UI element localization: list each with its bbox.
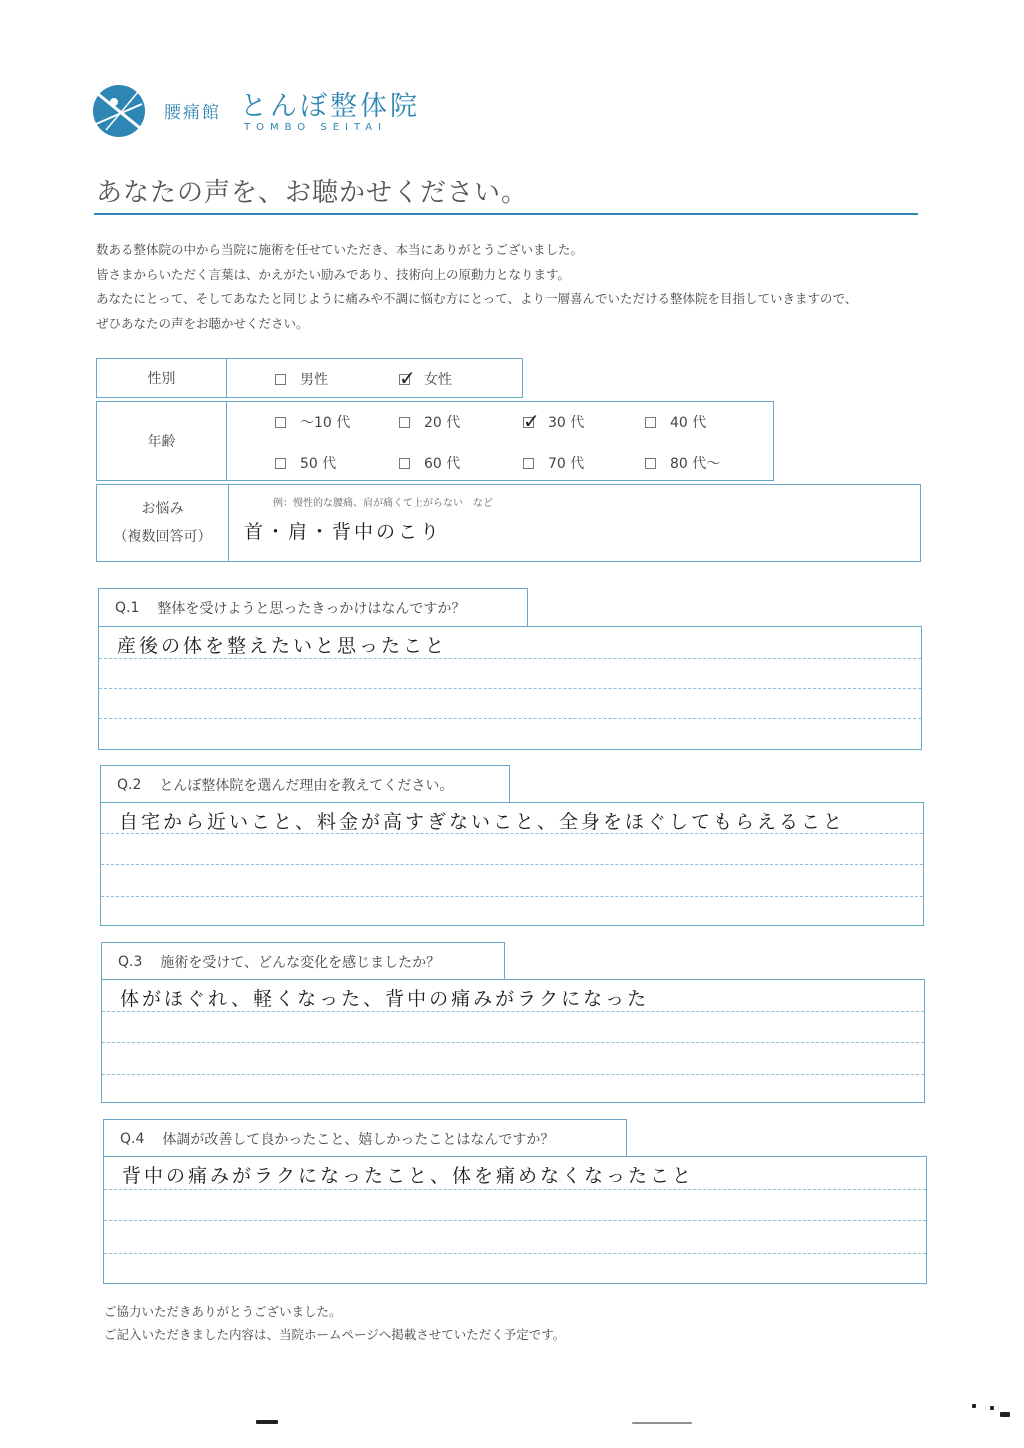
- question-2-answer: 自宅から近いこと、料金が高すぎないこと、全身をほぐしてもらえること: [119, 811, 846, 833]
- gender-option-male[interactable]: 男性: [275, 369, 328, 389]
- checkbox-age[interactable]: [275, 417, 286, 428]
- question-4-answer-box[interactable]: [103, 1156, 927, 1284]
- dragonfly-logo-icon: [92, 84, 146, 138]
- answer-line: [101, 864, 923, 865]
- question-2-answer-box[interactable]: [100, 802, 924, 926]
- age-row: [96, 401, 774, 481]
- gender-label: 性別: [97, 359, 227, 397]
- answer-line: [99, 658, 921, 659]
- worries-row: [96, 484, 921, 562]
- checkbox-age[interactable]: [645, 417, 656, 428]
- intro-line: 数ある整体院の中から当院に施術を任せていただき、本当にありがとうございました。: [96, 242, 584, 257]
- scan-speck: [1000, 1412, 1010, 1417]
- answer-line: [102, 1042, 924, 1043]
- checkbox-female[interactable]: [399, 374, 410, 385]
- footer-line: ご記入いただきました内容は、当院ホームページへ掲載させていただく予定です。: [104, 1327, 566, 1342]
- answer-line: [104, 1220, 926, 1221]
- age-option-30s[interactable]: ✓ 30 代: [523, 412, 584, 432]
- checkbox-age[interactable]: [275, 458, 286, 469]
- age-label: 年齢: [97, 402, 227, 480]
- answer-line: [99, 718, 921, 719]
- question-4-heading: Q.4 体調が改善して良かったこと、嬉しかったことはなんですか？: [103, 1119, 627, 1157]
- title-underline: [94, 213, 918, 215]
- page-title: あなたの声を、お聴かせください。: [96, 178, 529, 208]
- gender-option-female[interactable]: ✓ 女性: [399, 369, 452, 389]
- scan-speck: [256, 1420, 278, 1424]
- age-option-80s[interactable]: 80 代～: [645, 453, 720, 473]
- checkbox-age[interactable]: [645, 458, 656, 469]
- brand-subtitle: 腰痛館: [164, 103, 221, 123]
- question-3-answer-box[interactable]: [101, 979, 925, 1103]
- checkbox-age[interactable]: [523, 458, 534, 469]
- intro-line: 皆さまからいただく言葉は、かえがたい励みであり、技術向上の原動力となります。: [96, 266, 571, 282]
- intro-line: ぜひあなたの声をお聴かせください。: [96, 315, 309, 331]
- question-3-answer: 体がほぐれ、軽くなった、背中の痛みがラクになった: [120, 988, 650, 1010]
- footer-note: [104, 1300, 565, 1346]
- age-option-70s[interactable]: 70 代: [523, 453, 584, 473]
- worries-answer[interactable]: 首・肩・背中のこり: [244, 521, 443, 543]
- answer-line: [102, 1011, 924, 1012]
- intro-text: [96, 238, 926, 336]
- answer-line: [104, 1189, 926, 1190]
- intro-line: あなたにとって、そしてあなたと同じように痛みや不調に悩む方にとって、より一層喜んでいただける整体院を目指していきますので、: [96, 291, 858, 306]
- question-1-answer: 産後の体を整えたいと思ったこと: [117, 635, 448, 657]
- age-option-20s[interactable]: 20 代: [399, 412, 460, 432]
- footer-line: ご協力いただきありがとうございました。: [104, 1304, 342, 1319]
- brand-name: とんぼ整体院: [240, 91, 420, 122]
- brand-romanized: TOMBO SEITAI: [244, 122, 388, 133]
- answer-line: [104, 1253, 926, 1254]
- question-1-heading: Q.1 整体を受けようと思ったきっかけはなんですか？: [98, 588, 528, 627]
- age-option-50s[interactable]: 50 代: [275, 453, 336, 473]
- age-option-60s[interactable]: 60 代: [399, 453, 460, 473]
- checkbox-age[interactable]: [523, 417, 534, 428]
- answer-line: [101, 896, 923, 897]
- age-option-40s[interactable]: 40 代: [645, 412, 706, 432]
- answer-line: [99, 688, 921, 689]
- scan-speck: [990, 1406, 994, 1410]
- worries-example: 例：慢性的な腰痛、肩が痛くて上がらない など: [273, 498, 493, 509]
- scan-speck: [632, 1422, 692, 1424]
- question-4-answer: 背中の痛みがラクになったこと、体を痛めなくなったこと: [122, 1165, 695, 1187]
- checkbox-age[interactable]: [399, 417, 410, 428]
- worries-label: お悩み （複数回答可）: [97, 485, 229, 561]
- gender-row: [96, 358, 523, 398]
- question-3-heading: Q.3 施術を受けて、どんな変化を感じましたか？: [101, 942, 505, 980]
- question-2-heading: Q.2 とんぼ整体院を選んだ理由を教えてください。: [100, 765, 510, 803]
- checkbox-age[interactable]: [399, 458, 410, 469]
- scan-speck: [972, 1404, 976, 1408]
- checkbox-male[interactable]: [275, 374, 286, 385]
- age-option-10s[interactable]: ～10 代: [275, 412, 350, 432]
- answer-line: [102, 1074, 924, 1075]
- question-1-answer-box[interactable]: [98, 626, 922, 750]
